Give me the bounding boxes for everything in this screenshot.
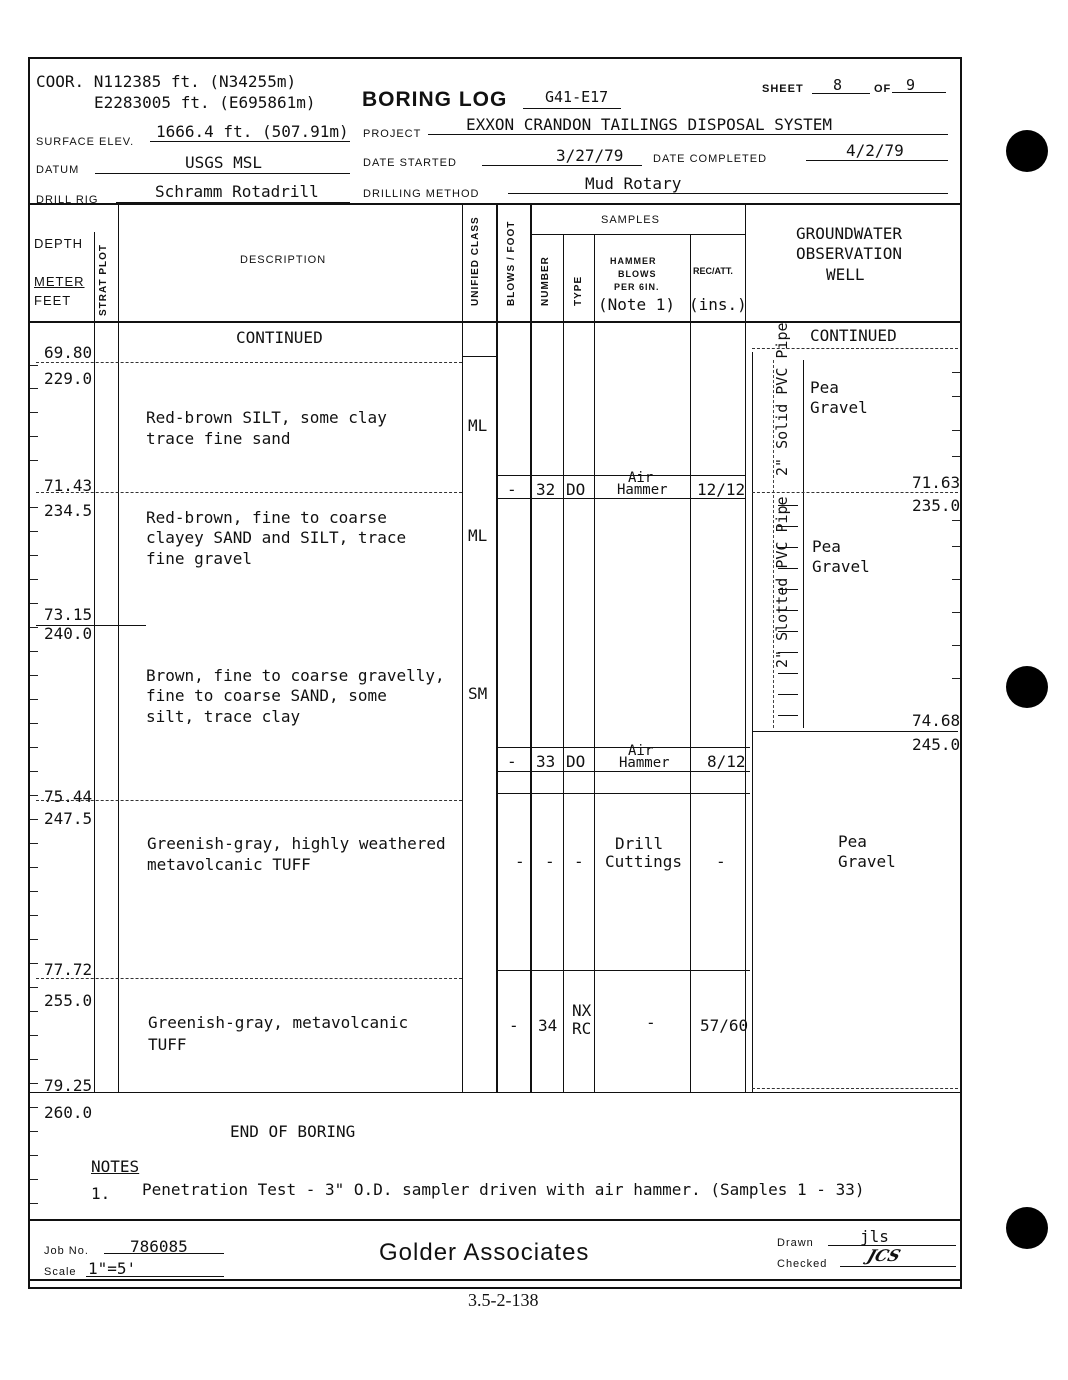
continued-right: CONTINUED [810, 326, 897, 345]
well-depth-feet: 235.0 [912, 496, 961, 515]
sample-hammer: Air [628, 743, 654, 759]
sample-blows: - [515, 852, 525, 871]
notes-title: NOTES [91, 1157, 140, 1176]
sample-recovery: - [716, 852, 726, 871]
layer-description: fine gravel [146, 549, 252, 568]
layer-description: metavolcanic TUFF [147, 855, 311, 874]
sample-recovery: 8/12 [707, 752, 746, 771]
well-fill-label: Gravel [810, 398, 868, 417]
groundwater-header-1: GROUNDWATER [796, 224, 902, 243]
header-divider [28, 203, 962, 205]
drill-rig-label: DRILL RIG [36, 194, 99, 206]
depth-feet: 255.0 [44, 991, 93, 1010]
depth-header: DEPTH [34, 236, 84, 251]
well-fill-label: Pea [810, 378, 839, 397]
punch-hole-middle [1006, 666, 1048, 708]
scale-label: Scale [44, 1266, 77, 1278]
sample-number: 32 [536, 480, 556, 499]
feet-header: FEET [34, 293, 72, 308]
note-number: 1. [91, 1184, 111, 1203]
groundwater-header-3: WELL [826, 265, 865, 284]
frame-top [28, 57, 962, 59]
surface-elev-label: SURFACE ELEV. [36, 136, 135, 148]
unified-class: ML [468, 526, 488, 545]
end-of-boring: END OF BORING [230, 1122, 356, 1141]
depth-feet: 247.5 [44, 809, 93, 828]
boring-log-title: BORING LOG [362, 88, 508, 111]
layer-description: Greenish-gray, highly weathered [147, 834, 446, 853]
sample-hammer: Drill [615, 834, 664, 853]
sample-recovery: 57/60 [700, 1016, 749, 1035]
layer-description: TUFF [148, 1035, 187, 1054]
sheet-total: 9 [906, 76, 916, 94]
job-label: Job No. [44, 1245, 89, 1257]
date-started-label: DATE STARTED [363, 157, 457, 169]
layer-description: Greenish-gray, metavolcanic [148, 1013, 409, 1032]
checked-signature: JCS [864, 1246, 903, 1265]
footer-divider [28, 1219, 962, 1221]
sample-hammer: Hammer [617, 482, 668, 498]
sample-type: NX [572, 1001, 592, 1020]
depth-meters: 69.80 [44, 343, 93, 362]
frame-bottom [28, 1287, 962, 1289]
sample-hammer: Hammer [619, 755, 670, 771]
strat-plot-header: STRAT PLOT [98, 243, 109, 316]
layer-description: Red-brown, fine to coarse [146, 508, 387, 527]
drawn-by: jls [860, 1227, 889, 1246]
sheet-label: SHEET [762, 83, 804, 95]
date-started-value: 3/27/79 [556, 146, 624, 165]
layer-description: clayey SAND and SILT, trace [146, 528, 407, 547]
slotted-pvc-pipe-label: 2" Slotted PVC Pipe [773, 496, 791, 668]
solid-pvc-pipe-label: 2" Solid PVC Pipe [773, 322, 791, 476]
depth-meters: 71.43 [44, 476, 93, 495]
sample-number: 33 [536, 752, 556, 771]
layer-description: Brown, fine to coarse gravelly, [146, 666, 445, 685]
well-fill-label: Gravel [812, 557, 870, 576]
drawn-label: Drawn [777, 1237, 814, 1249]
well-depth-feet: 245.0 [912, 735, 961, 754]
page-number: 3.5-2-138 [468, 1290, 539, 1310]
blows-foot-header: BLOWS / FOOT [506, 220, 517, 306]
unified-class: ML [468, 416, 488, 435]
depth-feet: 229.0 [44, 369, 93, 388]
datum-label: DATUM [36, 164, 80, 176]
well-fill-label: Gravel [838, 852, 896, 871]
sample-hammer: Air [628, 470, 654, 486]
sample-number: - [545, 852, 555, 871]
well-fill-label: Pea [838, 832, 867, 851]
sample-number: 34 [538, 1016, 558, 1035]
company-name: Golder Associates [379, 1239, 590, 1266]
unified-class: SM [468, 684, 488, 703]
depth-feet: 240.0 [44, 624, 93, 643]
description-header: DESCRIPTION [240, 254, 327, 266]
date-completed-value: 4/2/79 [846, 141, 904, 160]
sample-type: DO [566, 480, 586, 499]
coordinates-north: COOR. N112385 ft. (N34255m) [36, 72, 297, 91]
depth-meters: 77.72 [44, 960, 93, 979]
layer-description: silt, trace clay [146, 707, 301, 726]
frame-right [960, 57, 962, 1289]
layer-description: trace fine sand [146, 429, 291, 448]
project-label: PROJECT [363, 128, 422, 140]
well-depth-meters: 71.63 [912, 473, 961, 492]
hammer-header-3: PER 6IN. [614, 282, 660, 292]
hammer-header-1: HAMMER [610, 256, 657, 266]
hammer-note: (Note 1) [598, 295, 676, 314]
sheet-number: 8 [833, 76, 843, 94]
project-name: EXXON CRANDON TAILINGS DISPOSAL SYSTEM [466, 115, 833, 134]
checked-label: Checked [777, 1258, 828, 1270]
punch-hole-top [1006, 130, 1048, 172]
sample-hammer: - [646, 1013, 656, 1032]
sample-recovery: 12/12 [697, 480, 746, 499]
sample-type: - [574, 852, 584, 871]
column-header-divider [28, 321, 962, 323]
sample-type: RC [572, 1019, 592, 1038]
punch-hole-bottom [1006, 1207, 1048, 1249]
unified-class-header: UNIFIED CLASS [470, 216, 481, 306]
rec-unit: (ins.) [689, 295, 747, 314]
samples-header: SAMPLES [601, 214, 660, 226]
note-text: Penetration Test - 3" O.D. sampler driven with air hammer. (Samples 1 - 33) [142, 1180, 865, 1199]
of-label: OF [874, 83, 892, 95]
depth-feet: 234.5 [44, 501, 93, 520]
layer-description: Red-brown SILT, some clay [146, 408, 387, 427]
depth-meters: 75.44 [44, 787, 93, 806]
drilling-method-label: DRILLING METHOD [363, 188, 480, 200]
sample-hammer: Cuttings [605, 852, 683, 871]
coordinates-east: E2283005 ft. (E695861m) [94, 93, 316, 112]
job-number: 786085 [130, 1237, 188, 1256]
log-id: G41-E17 [545, 88, 609, 106]
depth-meters: 79.25 [44, 1076, 93, 1095]
groundwater-header-2: OBSERVATION [796, 244, 902, 263]
type-header: TYPE [573, 275, 584, 306]
frame-left [28, 57, 30, 1289]
hammer-header-2: BLOWS [618, 269, 657, 279]
depth-feet: 260.0 [44, 1103, 93, 1122]
layer-description: fine to coarse SAND, some [146, 686, 387, 705]
datum-value: USGS MSL [185, 153, 263, 172]
depth-meters: 73.15 [44, 605, 93, 624]
rec-att-header: REC/ATT. [693, 266, 733, 276]
sample-type: DO [566, 752, 586, 771]
drill-rig-value: Schramm Rotadrill [155, 182, 319, 201]
number-header: NUMBER [540, 256, 551, 306]
sample-blows: - [507, 480, 517, 499]
surface-elevation: 1666.4 ft. (507.91m) [156, 122, 349, 141]
date-completed-label: DATE COMPLETED [653, 153, 768, 165]
meter-header: METER [34, 274, 85, 289]
sample-blows: - [509, 1016, 519, 1035]
scale-value: 1"=5' [88, 1259, 137, 1278]
sample-blows: - [507, 752, 517, 771]
drilling-method-value: Mud Rotary [585, 174, 682, 193]
well-fill-label: Pea [812, 537, 841, 556]
continued-left: CONTINUED [236, 328, 323, 347]
well-depth-meters: 74.68 [912, 711, 961, 730]
